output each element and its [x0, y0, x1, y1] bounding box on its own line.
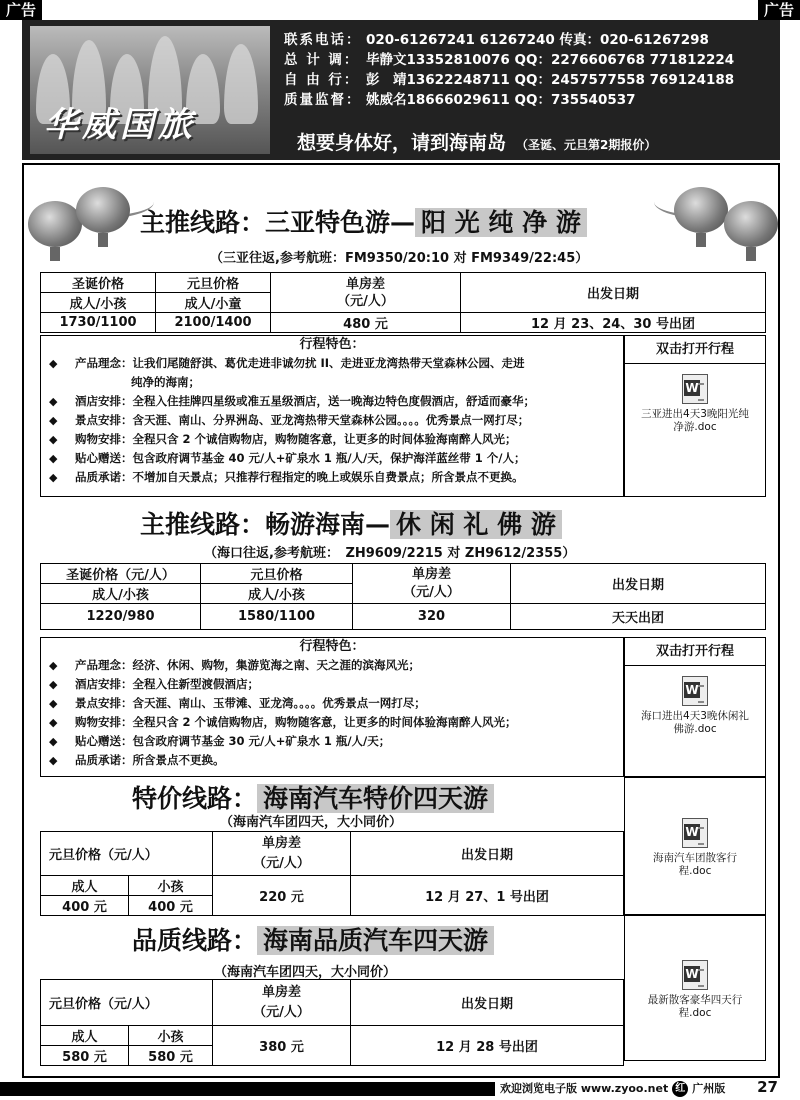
table-cell: 2100/1400	[156, 313, 271, 333]
diamond-bullet-icon: ◆	[49, 697, 58, 710]
logo	[30, 26, 270, 154]
route2-price-table	[40, 563, 766, 630]
route4-doc-file[interactable]	[625, 916, 765, 1020]
route4-price-table	[40, 979, 624, 1066]
contact-info	[284, 30, 774, 110]
feature-item	[41, 675, 623, 694]
lantern-icon	[674, 187, 728, 233]
contact-row	[284, 70, 774, 90]
route1-doc-file[interactable]	[625, 364, 765, 434]
table-header: 成人/小孩	[201, 584, 353, 604]
feature-item	[41, 430, 623, 449]
table-cell: 1220/980	[41, 604, 201, 630]
table-cell: 320	[353, 604, 511, 630]
table-header: 元旦价格	[156, 273, 271, 293]
table-header-line: 单房差	[261, 984, 301, 1000]
feature-text: 景点安排：含天涯、南山、玉带滩、亚龙湾。。。。优秀景点一网打尽；	[75, 696, 426, 710]
table-header: 成人	[41, 876, 129, 896]
table-cell: 1730/1100	[41, 313, 156, 333]
diamond-bullet-icon: ◆	[49, 433, 58, 446]
diamond-bullet-icon: ◆	[49, 414, 58, 427]
route1-price-table	[40, 272, 766, 333]
slogan-note: （圣诞、元旦第2期报价）	[516, 138, 657, 152]
contact-row	[284, 30, 774, 50]
ad-label-left: 广告	[0, 0, 42, 20]
route1-features	[40, 335, 624, 497]
word-doc-icon[interactable]	[682, 818, 708, 848]
route3-subtitle: （海南汽车团四天，大小同价）	[220, 815, 403, 830]
contact-label: 总 计 调：	[284, 52, 360, 68]
table-header-line: （元/人）	[253, 1004, 310, 1020]
footer-site[interactable]: 欢迎浏览电子版 www.zyoo.net	[500, 1082, 669, 1095]
route2-features	[40, 637, 624, 777]
feature-item	[41, 449, 623, 468]
table-cell: 400 元	[129, 896, 213, 916]
route1-subtitle: （三亚往返,参考航班：FM9350/20:10 对 FM9349/22:45）	[210, 251, 589, 266]
footer-badge: 红	[672, 1081, 688, 1097]
lantern-icon	[28, 201, 82, 247]
route3-title	[132, 779, 494, 815]
table-header	[353, 564, 511, 604]
lantern-icon	[76, 187, 130, 233]
feature-text: 贴心赠送：包含政府调节基金 40 元/人+矿泉水 1 瓶/人/天，保护海洋蓝丝带 1 个/人；	[75, 451, 526, 465]
table-cell: 1580/1100	[201, 604, 353, 630]
diamond-bullet-icon: ◆	[49, 357, 58, 370]
table-cell: 12 月 28 号出团	[351, 1026, 624, 1066]
route3-highlight: 海南汽车特价四天游	[257, 784, 494, 813]
route2-doc-panel[interactable]	[624, 637, 766, 777]
route1-highlight: 阳 光 纯 净 游	[415, 208, 587, 237]
footer	[0, 1078, 800, 1100]
open-itinerary-label: 双击打开行程	[625, 638, 765, 666]
feature-text: 品质承诺：不增加自天景点；只推荐行程指定的晚上或娱乐自费景点；所含景点不更换。	[75, 470, 524, 484]
table-header: 小孩	[129, 876, 213, 896]
logo-text: 华威国旅	[44, 105, 196, 145]
route2-title	[140, 505, 562, 541]
feature-text: 购物安排：全程只含 2 个诚信购物店，购物随客意，让更多的时间体验海南醉人风光；	[75, 715, 517, 729]
slogan	[297, 128, 656, 155]
feature-item	[41, 751, 623, 770]
table-cell: 12 月 27、1 号出团	[351, 876, 624, 916]
route4-title	[132, 921, 494, 957]
route4-subtitle: （海南汽车团四天，大小同价）	[214, 965, 397, 980]
doc-filename[interactable]: 最新散客豪华四天行程.doc	[647, 994, 743, 1019]
feature-item	[41, 354, 623, 373]
feature-item	[41, 411, 623, 430]
slogan-main: 想要身体好，请到海南岛	[297, 132, 507, 154]
doc-filename[interactable]: 海南汽车团散客行程.doc	[653, 852, 737, 877]
route4-prefix: 品质线路：	[132, 926, 258, 955]
route2-highlight: 休 闲 礼 佛 游	[390, 510, 562, 539]
feature-item	[41, 732, 623, 751]
route3-price-table	[40, 831, 624, 916]
table-header: 出发日期	[351, 832, 624, 876]
header	[22, 20, 780, 160]
contact-label: 质量监督：	[284, 92, 362, 108]
word-doc-icon[interactable]	[682, 676, 708, 706]
table-header: 元旦价格	[201, 564, 353, 584]
footer-edition: 广州版	[692, 1082, 726, 1095]
feature-item-continued: 纯净的海南；	[131, 375, 200, 389]
feature-item	[41, 713, 623, 732]
contact-value: 姚威名18666029611 QQ：735540537	[366, 92, 636, 108]
table-header: 元旦价格（元/人）	[41, 832, 213, 876]
feature-item	[41, 694, 623, 713]
table-header-line: （元/人）	[253, 855, 310, 871]
diamond-bullet-icon: ◆	[49, 735, 58, 748]
table-header: 元旦价格（元/人）	[41, 980, 213, 1026]
table-header	[271, 273, 461, 313]
route2-subtitle: （海口往返,参考航班： ZH9609/2215 对 ZH9612/2355）	[204, 546, 576, 561]
footer-bar	[0, 1082, 495, 1096]
table-cell: 580 元	[129, 1046, 213, 1066]
feature-text: 产品理念：经济、休闲、购物，集游览海之南、天之涯的滨海风光；	[75, 658, 420, 672]
contact-label: 联系电话：	[284, 32, 362, 48]
table-header-line: 单房差	[411, 566, 451, 582]
table-cell: 天天出团	[511, 604, 766, 630]
route1-prefix: 主推线路：三亚特色游—	[140, 208, 416, 237]
table-header: 出发日期	[511, 564, 766, 604]
route2-doc-file[interactable]	[625, 666, 765, 736]
footer-text	[500, 1080, 725, 1097]
table-header: 出发日期	[461, 273, 766, 313]
flame-icon	[224, 44, 258, 124]
word-doc-icon[interactable]	[682, 960, 708, 990]
table-header-line: （元/人）	[337, 293, 394, 309]
feature-item	[41, 656, 623, 675]
diamond-bullet-icon: ◆	[49, 452, 58, 465]
contact-value: 020-61267241 61267240 传真：020-61267298	[366, 32, 709, 48]
table-cell: 480 元	[271, 313, 461, 333]
table-header: 圣诞价格	[41, 273, 156, 293]
route3-prefix: 特价线路：	[132, 784, 258, 813]
table-header: 圣诞价格（元/人）	[41, 564, 201, 584]
table-cell: 220 元	[213, 876, 351, 916]
table-header: 出发日期	[351, 980, 624, 1026]
diamond-bullet-icon: ◆	[49, 754, 58, 767]
page-number: 27	[757, 1078, 778, 1096]
table-header: 成人/小孩	[41, 293, 156, 313]
features-heading: 行程特色：	[299, 337, 365, 352]
diamond-bullet-icon: ◆	[49, 471, 58, 484]
doc-filename[interactable]: 三亚进出4天3晚阳光纯净游.doc	[641, 408, 749, 433]
contact-label: 自 由 行：	[284, 72, 360, 88]
route3-doc-panel[interactable]	[624, 777, 766, 915]
table-header: 小孩	[129, 1026, 213, 1046]
feature-text: 景点安排：含天涯、南山、分界洲岛、亚龙湾热带天堂森林公园。。。。优秀景点一网打尽；	[75, 413, 530, 427]
contact-row	[284, 50, 774, 70]
contact-value: 毕静文13352810076 QQ：2276606768 771812224	[366, 52, 735, 68]
table-header-line: 单房差	[345, 276, 385, 292]
feature-text: 品质承诺：所含景点不更换。	[75, 753, 225, 767]
doc-filename[interactable]: 海口进出4天3晚休闲礼佛游.doc	[641, 710, 749, 735]
feature-item	[41, 468, 623, 487]
table-header	[213, 832, 351, 876]
table-header-line: （元/人）	[403, 584, 460, 600]
ad-label-right: 广告	[758, 0, 800, 20]
diamond-bullet-icon: ◆	[49, 678, 58, 691]
contact-row	[284, 90, 774, 110]
lantern-icon	[724, 201, 778, 247]
diamond-bullet-icon: ◆	[49, 395, 58, 408]
feature-text: 购物安排：全程只含 2 个诚信购物店，购物随客意，让更多的时间体验海南醉人风光；	[75, 432, 517, 446]
table-header: 成人/小童	[156, 293, 271, 313]
contact-value: 彭 靖13622248711 QQ：2457577558 769124188	[366, 72, 735, 88]
table-header: 成人/小孩	[41, 584, 201, 604]
feature-text: 产品理念：让我们尾随舒淇、葛优走进非诚勿扰 II、走进亚龙湾热带天堂森林公园、走进	[75, 356, 525, 370]
table-cell: 580 元	[41, 1046, 129, 1066]
feature-text: 酒店安排：全程入住新型渡假酒店；	[75, 677, 259, 691]
feature-text: 酒店安排：全程入住挂牌四星级或准五星级酒店，送一晚海边特色度假酒店，舒适而豪华；	[75, 394, 535, 408]
word-doc-icon[interactable]	[682, 374, 708, 404]
main-panel	[22, 163, 780, 1078]
table-cell: 380 元	[213, 1026, 351, 1066]
feature-item	[41, 392, 623, 411]
feature-text: 贴心赠送：包含政府调节基金 30 元/人+矿泉水 1 瓶/人/天；	[75, 734, 391, 748]
route4-highlight: 海南品质汽车四天游	[257, 926, 494, 955]
features-heading: 行程特色：	[299, 639, 365, 654]
table-header	[213, 980, 351, 1026]
route1-doc-panel[interactable]	[624, 335, 766, 497]
route4-doc-panel[interactable]	[624, 915, 766, 1061]
route1-title	[140, 203, 587, 239]
table-header-line: 单房差	[261, 835, 301, 851]
table-cell: 400 元	[41, 896, 129, 916]
table-header: 成人	[41, 1026, 129, 1046]
table-cell: 12 月 23、24、30 号出团	[461, 313, 766, 333]
open-itinerary-label: 双击打开行程	[625, 336, 765, 364]
diamond-bullet-icon: ◆	[49, 716, 58, 729]
route3-doc-file[interactable]	[625, 778, 765, 878]
route2-prefix: 主推线路：畅游海南—	[140, 510, 391, 539]
diamond-bullet-icon: ◆	[49, 659, 58, 672]
